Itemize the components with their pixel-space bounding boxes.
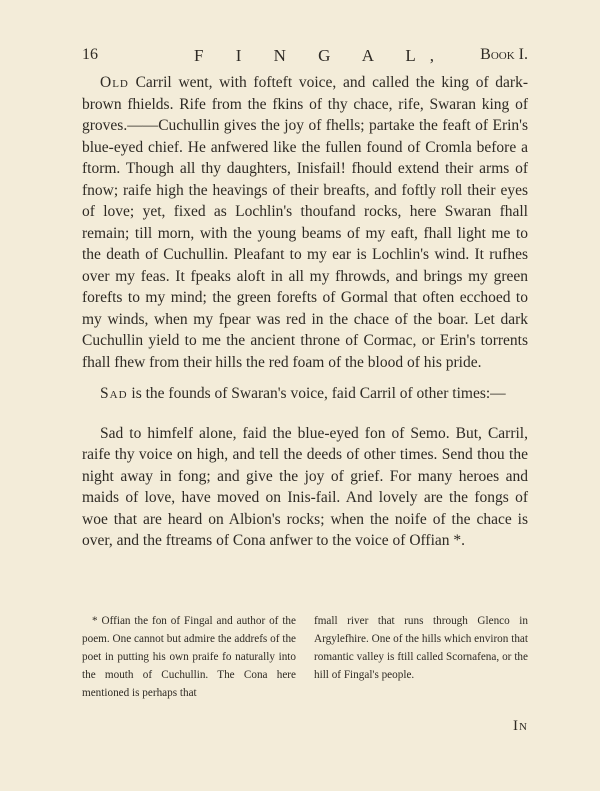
footnote-left-column [82,612,296,702]
paragraph-3: Sad to himfelf alone, faid the blue-eyed fon of Semo. But, Carril, raife thy voice on high, and tell the deeds of other times. Send thou the night away in fong; and give the joy of grief. For many heroes and maids of love, have moved on Inis-fail. And lovely are the fongs of woe that are heard on Albion's rocks; when the noife of the chace is over, and the ftreams of Cona anfwer to the voice of Offian *. [82,424,528,549]
main-text [82,72,528,552]
paragraph-1 [82,72,528,373]
page-number: 16 [82,46,98,63]
book-label: Book I. [480,46,528,63]
footnote-right-text: fmall river that runs through Glenco in Argylefhire. One of the hills which environ that romantic valley is ftill called Scornafena, or the hill of Fingal's people. [314,615,528,681]
paragraph-2 [82,383,528,405]
paragraph-2-lead: Sad [100,385,128,402]
footnote-right-column [314,612,528,684]
catchword: In [513,718,528,734]
running-title: F I N G A L, [194,46,448,65]
paragraph-1-text: Carril went, with fofteft voice, and called the king of dark-brown fhields. Rife from the fkins of thy chace, rife, Swaran king of groves.——Cuchullin gives the joy of fhells; partake the feaft of Erin's blue-eyed chief. He anfwered like the fullen found of Cromla before a ftorm. Though all thy daughters, Inisfail! fhould extend their arms of fnow; raife high the heavings of their breafts, and foftly roll their eyes of love; yet, fixed as Lochlin's thoufand rocks, here Swaran fhall remain; till morn, with the young beams of my eaft, fhall light me to the death of Cuchullin. Pleafant to my ear is Lochlin's wind. It rufhes over my feas. It fpeaks aloft in all my fhrowds, and brings my green forefts to my mind; the green forefts of Gormal that often ecchoed to my winds, when my fpear was red in the chace of the boar. Let dark Cuchullin yield to me the ancient throne of Cormac, or Erin's torrents fhall fhew from their hills the red foam of the blood of his pride. [82,74,529,371]
footnote-left-text: * Offian the fon of Fingal and author of the poem. One cannot but admire the addrefs of the poet in putting his own praife fo naturally into the mouth of Cuchullin. The Cona here mentioned is perhaps that [82,615,296,699]
paragraph-2-text: is the founds of Swaran's voice, faid Carril of other times:— [131,385,506,402]
paragraph-1-lead: Old [100,74,129,91]
